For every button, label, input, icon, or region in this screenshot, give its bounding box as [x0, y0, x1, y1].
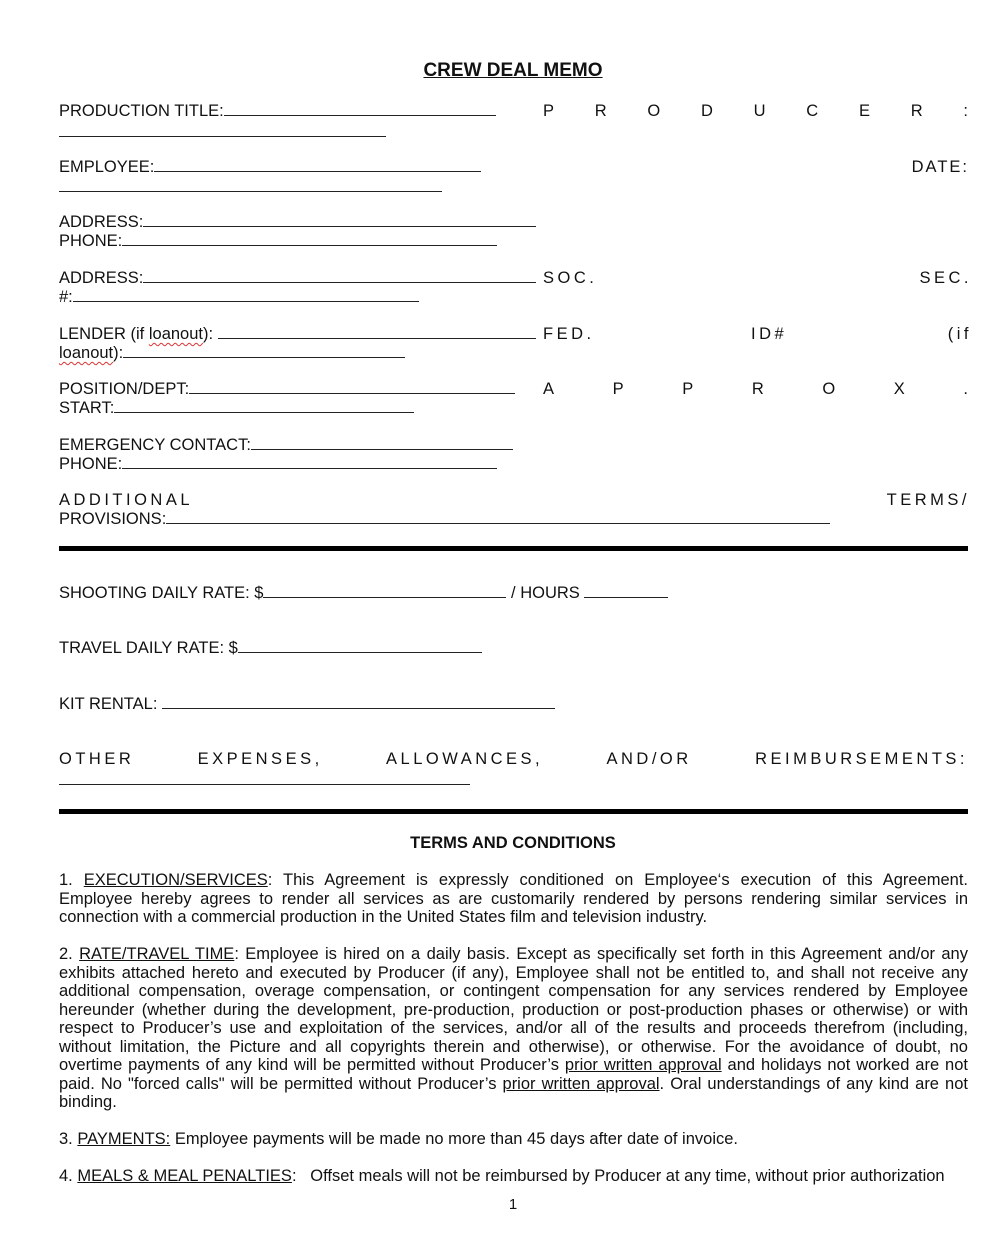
other-expenses-word: AND/OR: [606, 750, 692, 768]
approx-letter: .: [963, 380, 968, 398]
term-text: Employee payments will be made no more than 45 days after date of invoice.: [174, 1130, 739, 1148]
additional-label: ADDITIONAL: [59, 491, 194, 509]
kit-rental-label: KIT RENTAL:: [59, 695, 162, 713]
shooting-rate-label: SHOOTING DAILY RATE: $: [59, 584, 264, 602]
producer-letter: E: [858, 102, 870, 120]
emergency-contact-field[interactable]: [59, 435, 513, 455]
other-expenses-word: REIMBURSEMENTS:: [755, 750, 968, 768]
ssn-field[interactable]: [59, 287, 419, 307]
date-blank[interactable]: [59, 191, 442, 192]
phone-blank[interactable]: [122, 231, 497, 246]
terms-slash-label: TERMS/: [886, 491, 970, 509]
other-expenses-word: ALLOWANCES,: [386, 750, 544, 768]
sec-label: SEC.: [919, 269, 972, 287]
term-number: 2.: [59, 945, 80, 963]
term-text: . Oral understandings of any kind are not binding.: [59, 1074, 968, 1111]
approx-letter: A: [543, 380, 555, 398]
producer-letter: R: [594, 102, 607, 120]
emergency-phone-field[interactable]: [59, 454, 497, 474]
address-2-field[interactable]: [59, 268, 536, 288]
shooting-rate-field[interactable]: [59, 583, 668, 603]
term-emphasis: prior written approval: [564, 1056, 722, 1074]
shooting-rate-blank[interactable]: [263, 583, 506, 598]
other-expenses-word: OTHER: [59, 750, 135, 768]
phone-field[interactable]: [59, 231, 497, 251]
phone-label: PHONE:: [59, 232, 123, 250]
term-separator: :: [291, 1167, 311, 1185]
term-title: MEALS & MEAL PENALTIES: [77, 1167, 292, 1185]
term-emphasis: prior written approval: [502, 1074, 660, 1093]
term-number: 3.: [59, 1130, 78, 1148]
provisions-field[interactable]: [59, 509, 830, 529]
ssn-label: #:: [59, 288, 73, 306]
start-label: START:: [59, 399, 115, 417]
fed-label: FED.: [543, 325, 595, 343]
emergency-phone-label: PHONE:: [59, 455, 123, 473]
production-title-field[interactable]: [59, 101, 496, 121]
emergency-contact-blank[interactable]: [251, 435, 513, 450]
position-field[interactable]: [59, 379, 515, 399]
emergency-contact-label: EMERGENCY CONTACT:: [59, 436, 251, 454]
lender-label-end: ):: [203, 325, 214, 343]
emergency-phone-blank[interactable]: [122, 454, 497, 469]
term-separator: :: [267, 871, 284, 889]
term-execution-services: [59, 871, 968, 927]
section-divider: [59, 546, 968, 551]
loanout-word: loanout: [59, 344, 114, 362]
address-field[interactable]: [59, 212, 536, 232]
producer-letter: U: [753, 102, 766, 120]
provisions-blank[interactable]: [166, 509, 830, 524]
production-title-blank[interactable]: [224, 101, 496, 116]
approx-letter: P: [682, 380, 694, 398]
id-label: ID#: [751, 325, 788, 343]
date-label: DATE:: [911, 158, 969, 176]
lender-loanout-word: loanout: [148, 325, 203, 343]
term-number: 1.: [59, 871, 84, 889]
approx-label: [543, 379, 968, 399]
producer-letter: D: [700, 102, 713, 120]
term-title: PAYMENTS:: [77, 1130, 171, 1148]
term-number: 4.: [59, 1167, 78, 1185]
kit-rental-blank[interactable]: [162, 694, 555, 709]
ssn-blank[interactable]: [73, 287, 419, 302]
lender-blank[interactable]: [218, 324, 536, 339]
producer-label: [543, 101, 968, 121]
address-2-blank[interactable]: [143, 268, 536, 283]
term-separator: :: [234, 945, 246, 963]
approx-letter: X: [893, 380, 905, 398]
term-payments: [59, 1130, 968, 1149]
producer-letter: :: [963, 102, 968, 120]
if-label: (if: [947, 325, 972, 343]
employee-field[interactable]: [59, 157, 481, 177]
lender-label: LENDER (if: [59, 325, 149, 343]
page-number: 1: [508, 1196, 518, 1213]
other-expenses-word: EXPENSES,: [197, 750, 323, 768]
other-expenses-blank[interactable]: [59, 784, 470, 785]
term-text: Offset meals will not be reimbursed by Producer at any time, without prior authorization: [310, 1167, 945, 1185]
producer-letter: P: [543, 102, 555, 120]
fed-id-field[interactable]: [59, 343, 405, 363]
position-label: POSITION/DEPT:: [59, 380, 190, 398]
start-blank[interactable]: [114, 398, 414, 413]
hours-label: / HOURS: [506, 584, 585, 602]
fed-id-blank[interactable]: [123, 343, 405, 358]
approx-letter: O: [822, 380, 836, 398]
hours-blank[interactable]: [584, 583, 668, 598]
lender-field[interactable]: [59, 324, 536, 344]
terms-heading: TERMS AND CONDITIONS: [410, 834, 616, 852]
production-title-label: PRODUCTION TITLE:: [59, 102, 224, 120]
term-title: RATE/TRAVEL TIME: [79, 945, 235, 963]
producer-letter: C: [806, 102, 819, 120]
approx-letter: P: [612, 380, 624, 398]
approx-letter: R: [751, 380, 764, 398]
travel-rate-label: TRAVEL DAILY RATE: $: [59, 639, 238, 657]
term-rate-travel-time: [59, 945, 968, 1112]
document-title: CREW DEAL MEMO: [423, 60, 603, 81]
term-title: EXECUTION/SERVICES: [83, 871, 268, 889]
producer-letter: R: [910, 102, 923, 120]
other-expenses-label: [59, 749, 968, 769]
position-blank[interactable]: [189, 379, 515, 394]
term-text: Employee is hired on a daily basis. Except as specifically set forth in this Agreement and/or any exhibits attached hereto and executed by Producer (if any), Employee shall not be entitled to, and shall not receive any additional compensation, overage compensation, or contingent compensation for any services rendered by Employee hereunder (whether during the development, pre-production, production or post-production phases or otherwise) or with respect to Producer’s use and exploitation of the services, and/or all of the results and proceeds therefrom (including, without limitation, the Picture and all copyrights therein and otherwise), or otherwise. For the avoidance of doubt, no overtime payments of any kind will be permitted without Producer’s: [59, 945, 968, 1074]
provisions-label: PROVISIONS:: [59, 510, 167, 528]
travel-rate-field[interactable]: [59, 638, 482, 658]
term-text: and holidays not worked are not paid. No "forced calls" will be permitted without Producer’s: [59, 1056, 968, 1093]
address-label: ADDRESS:: [59, 213, 144, 231]
employee-label: EMPLOYEE:: [59, 158, 155, 176]
address-blank[interactable]: [143, 212, 536, 227]
start-field[interactable]: [59, 398, 414, 418]
terms-divider: [59, 809, 968, 814]
term-text: This Agreement is expressly conditioned on Employee‘s execution of this Agreement. Employee hereby agrees to render all services as are customarily rendered by persons rendering similar services in connection with a commercial production in the United States film and television industry.: [59, 871, 968, 926]
employee-blank[interactable]: [154, 157, 481, 172]
producer-letter: O: [647, 102, 661, 120]
loanout-label-end: ):: [113, 344, 124, 362]
travel-rate-blank[interactable]: [238, 638, 482, 653]
term-meals: [59, 1167, 968, 1186]
producer-blank[interactable]: [59, 136, 386, 137]
kit-rental-field[interactable]: [59, 694, 555, 714]
address-2-label: ADDRESS:: [59, 269, 144, 287]
soc-label: SOC.: [543, 269, 598, 287]
